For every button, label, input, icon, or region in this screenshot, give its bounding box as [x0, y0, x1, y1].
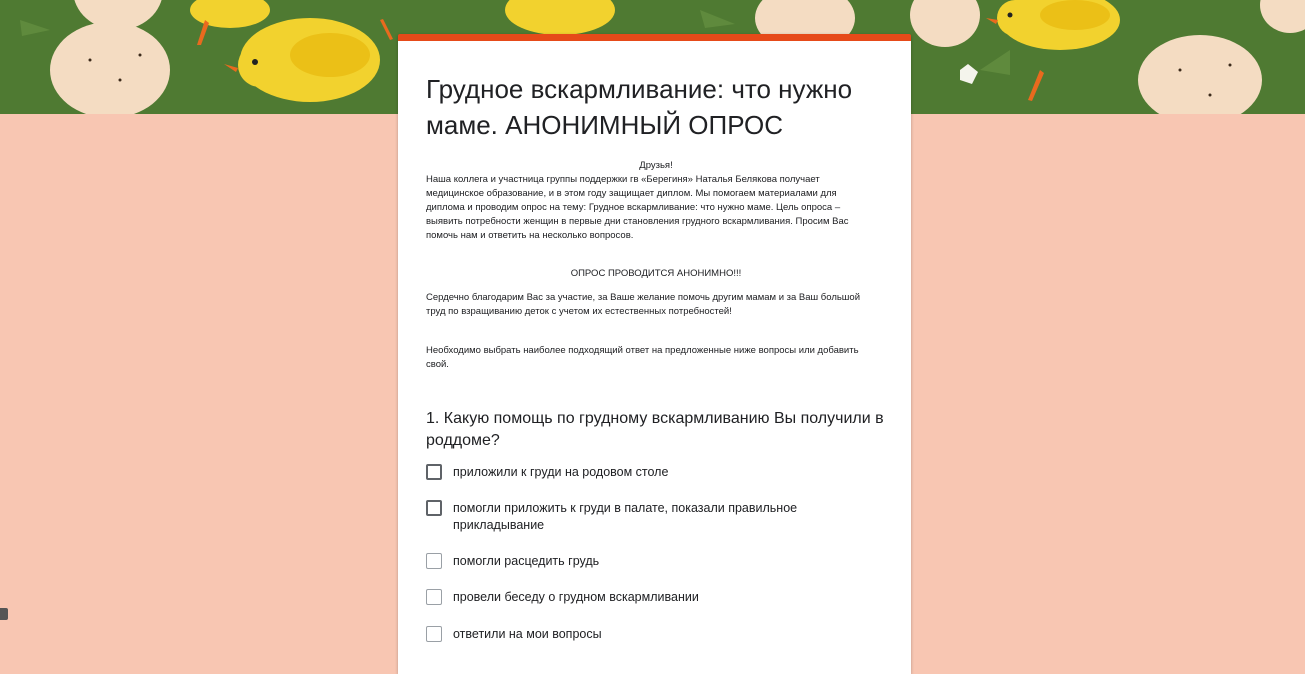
side-handle[interactable]	[0, 608, 8, 620]
form-thanks: Сердечно благодарим Вас за участие, за Ваше желание помочь другим мамам и за Ваш большой труд по взращиванию деток с учетом их естественных потребностей!	[426, 292, 861, 317]
checkbox[interactable]	[426, 464, 442, 480]
question-1-title: 1. Какую помощь по грудному вскармливанию Вы получили в роддоме?	[426, 410, 884, 449]
form-greeting: Друзья!	[639, 160, 673, 171]
form-instruction: Необходимо выбрать наиболее подходящий ответ на предложенные ниже вопросы или добавить свой.	[426, 345, 859, 370]
question-1-option-1[interactable]	[426, 464, 866, 481]
form-intro: Наша коллега и участница группы поддержки гв «Берегиня» Наталья Белякова получает медицинское образование, и в этом году защищает диплом. Мы помогаем материалами для диплома и проводим опрос на тему: Грудное вскармливание: что нужно маме. Цель опроса – выявить потребности женщин в первые дни становления грудного вскармливания. Просим Вас помочь нам и ответить на несколько вопросов.	[426, 174, 849, 241]
checkbox[interactable]	[426, 626, 442, 642]
option-label: провели беседу о грудном вскармливании	[453, 590, 699, 604]
form-title: Грудное вскармливание: что нужно маме. АНОНИМНЫЙ ОПРОС	[426, 74, 853, 140]
question-1-option-4[interactable]	[426, 589, 866, 606]
checkbox[interactable]	[426, 500, 442, 516]
form-card	[398, 34, 911, 674]
option-label: приложили к груди на родовом столе	[453, 465, 669, 479]
question-1-option-5[interactable]	[426, 626, 866, 643]
option-label: помогли приложить к груди в палате, показали правильное прикладывание	[453, 501, 798, 532]
option-label: помогли расцедить грудь	[453, 554, 600, 568]
checkbox[interactable]	[426, 589, 442, 605]
question-1-option-3[interactable]	[426, 553, 866, 570]
checkbox[interactable]	[426, 553, 442, 569]
question-1-option-2[interactable]	[426, 500, 866, 534]
option-label: ответили на мои вопросы	[453, 627, 602, 641]
form-anonymous-note: ОПРОС ПРОВОДИТСЯ АНОНИМНО!!!	[570, 268, 742, 279]
